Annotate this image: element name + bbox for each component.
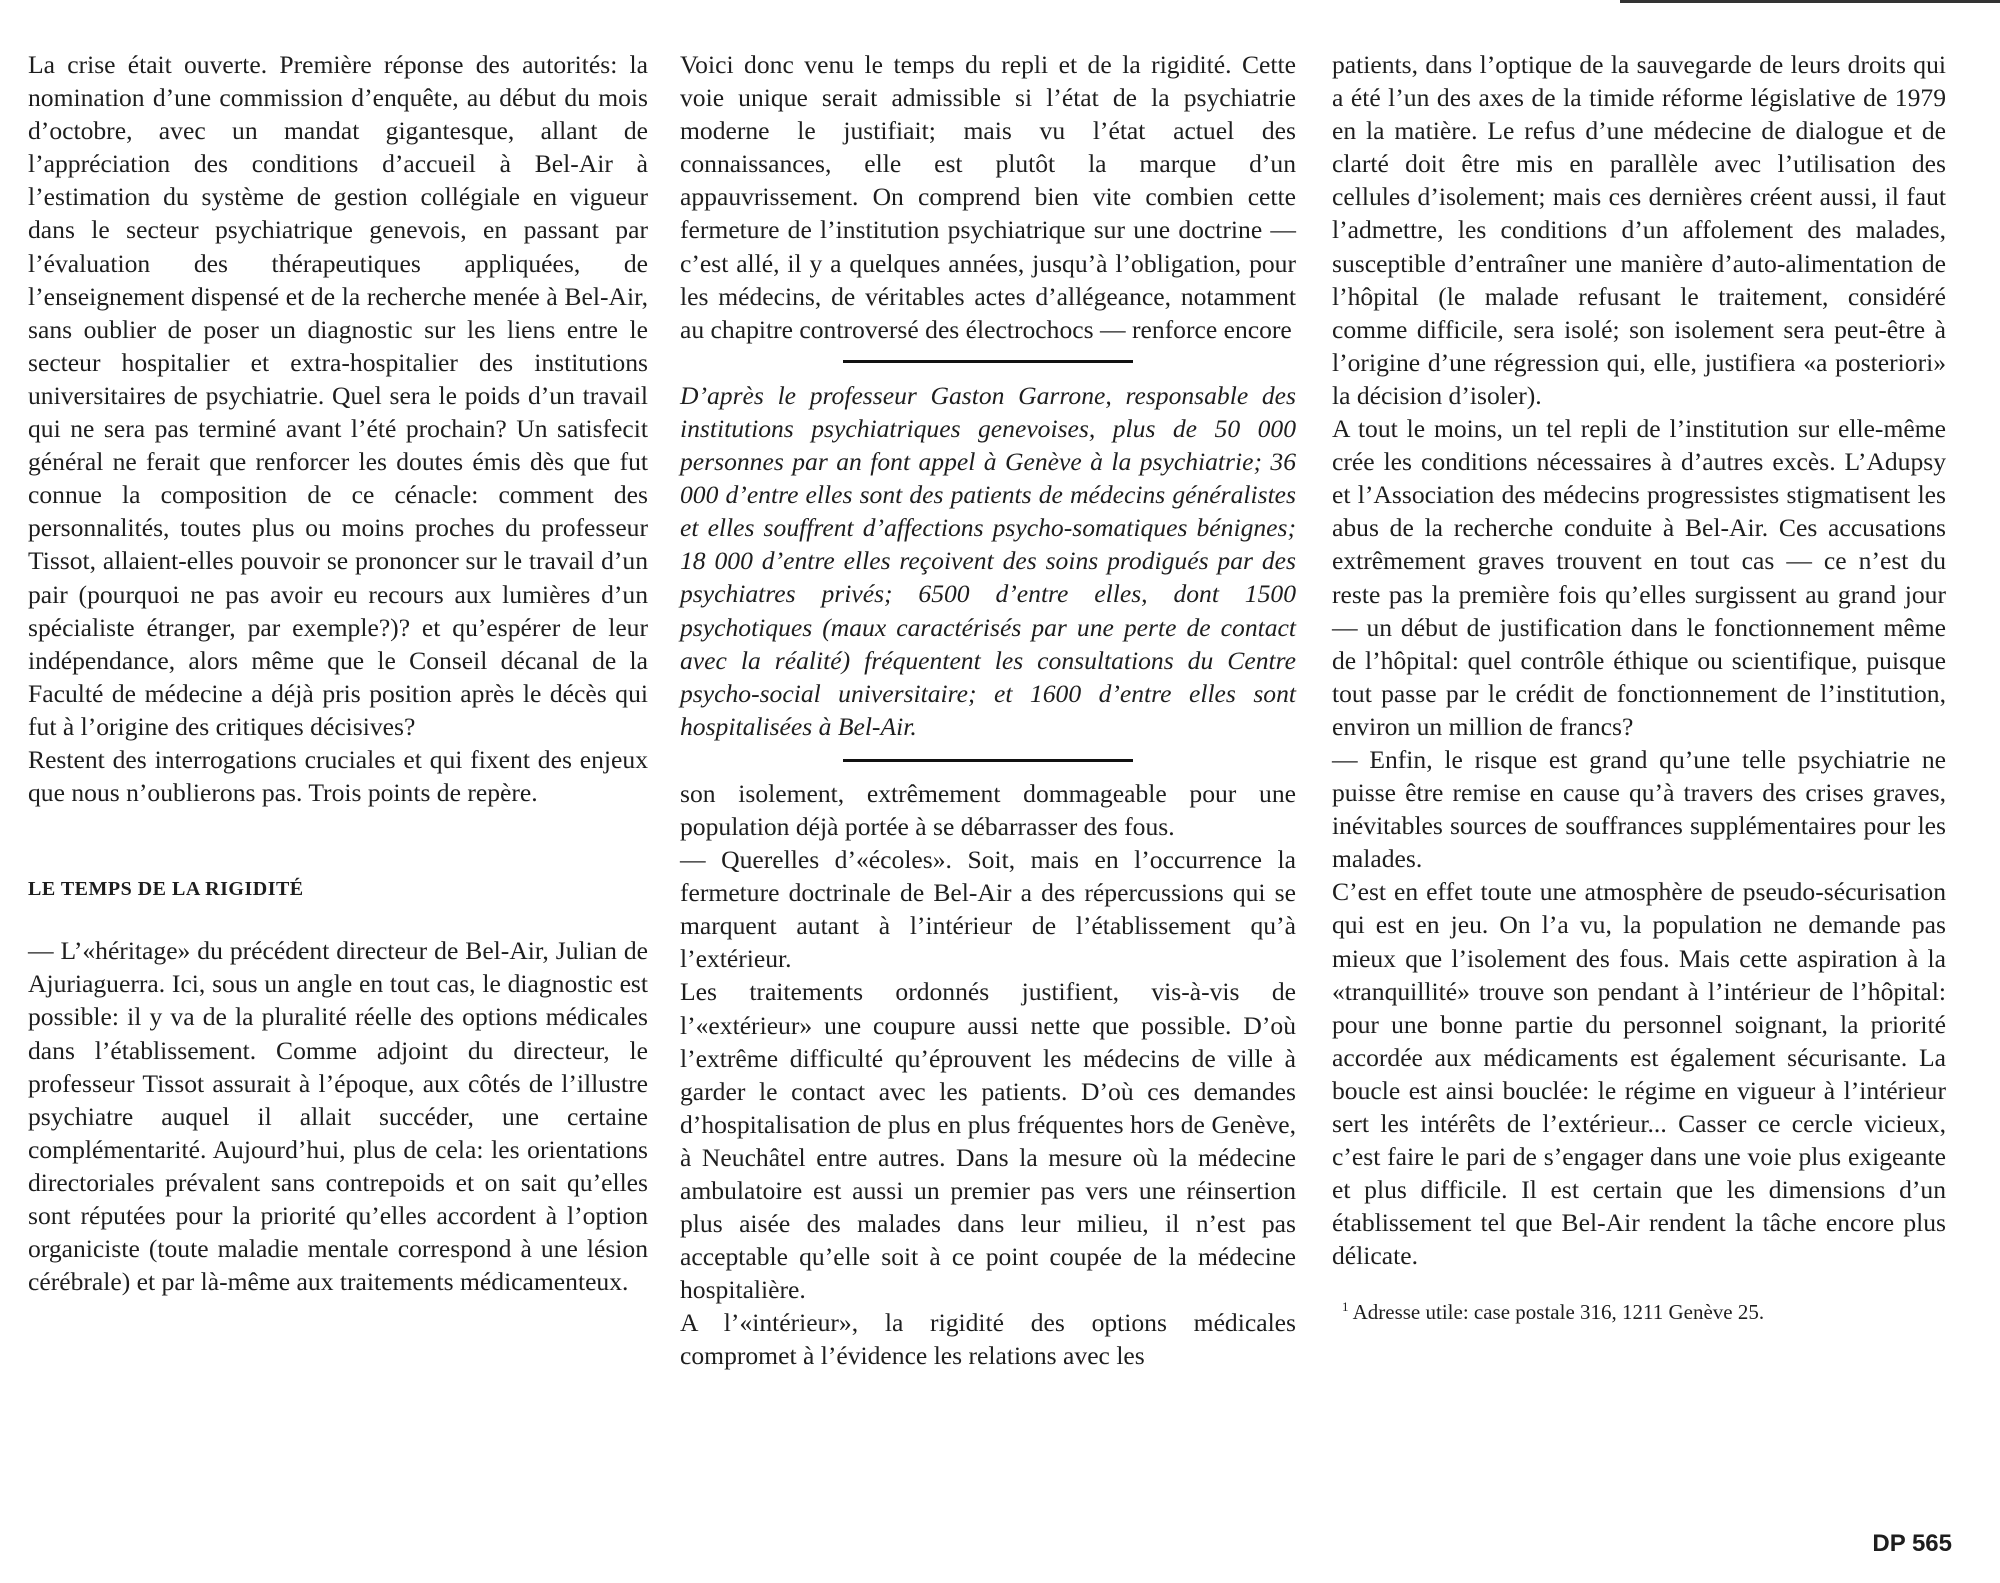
col3-paragraph-4: C’est en effet toute une atmosphère de pseudo-sécurisation qui est en jeu. On l’a vu, la population ne demande pas mieux que l’isolement des fous. Mais cette aspiration à la «tranquillité» trouve son pendant à l’intérieur de l’hôpital: pour une bonne partie du personnel soignant, la priorité accordée aux médicaments est également sécurisante. La boucle est ainsi bouclée: le régime en vigueur à l’intérieur sert les intérêts de l’extérieur... Casser ce cercle vicieux, c’est faire le pari de s’engager dans une voie plus exigeante et plus difficile. Il est certain que les dimensions d’un établissement tel que Bel-Air rendent la tâche encore plus délicate. [1332, 877, 1946, 1271]
column-2 [680, 48, 1296, 1373]
col2-paragraph-5: A l’«intérieur», la rigidité des options médicales compromet à l’évidence les relations avec les [680, 1308, 1296, 1371]
col2-paragraph-3: — Querelles d’«écoles». Soit, mais en l’occurrence la fermeture doctrinale de Bel-Air a des répercussions qui se marquent autant à l’intérieur de l’établissement qu’à l’extérieur. [680, 845, 1296, 974]
box-rule-top [843, 360, 1133, 363]
footnote [1332, 1290, 1946, 1329]
col2-paragraph-1: Voici donc venu le temps du repli et de la rigidité. Cette voie unique serait admissible si l’état de la psychiatrie moderne le justifiait; mais vu l’état actuel des connaissances, elle est plutôt la marque d’un appauvrissement. On comprend bien vite combien cette fermeture de l’institution psychiatrique sur une doctrine — c’est allé, il y a quelques années, jusqu’à l’obligation, pour les médecins, de véritables actes d’allégeance, notamment au chapitre controversé des électrochocs — renforce encore [680, 50, 1296, 344]
column-1 [28, 48, 648, 1298]
col3-paragraph-1: patients, dans l’optique de la sauvegarde de leurs droits qui a été l’un des axes de la timide réforme législative de 1979 en la matière. Le refus d’une médecine de dialogue et de clarté doit être mis en parallèle avec l’utilisation des cellules d’isolement; mais ces dernières créent aussi, il faut l’admettre, les conditions d’un affolement des malades, susceptible d’entraîner une manière d’auto-alimentation de l’hôpital (le malade refusant le traitement, considéré comme difficile, sera isolé; son isolement sera peut-être à l’origine d’une régression qui, elle, justifiera «a posteriori» la décision d’isoler). [1332, 50, 1946, 410]
col3-paragraph-3: — Enfin, le risque est grand qu’une telle psychiatrie ne puisse être remise en cause qu’à travers des crises graves, inévitables sources de souffrances supplémentaires pour les malades. [1332, 744, 1946, 874]
col1-paragraph-3: — L’«héritage» du précédent directeur de Bel-Air, Julian de Ajuriaguerra. Ici, sous un angle en tout cas, le diagnostic est possible: il y va de la pluralité réelle des options médicales dans l’établissement. Comme adjoint du directeur, le professeur Tissot assurait à l’époque, aux côtés de l’illustre psychiatre auquel il allait succéder, une certaine complémentarité. Aujourd’hui, plus de cela: les orientations directoriales prévalent sans contrepoids et on sait qu’elles sont réputées pour la priorité qu’elles accordent à l’option organiciste (toute maladie mentale correspond à une lésion cérébrale) et par là-même aux traitements médicamenteux. [28, 936, 648, 1297]
footnote-text: Adresse utile: case postale 316, 1211 Genève 25. [1352, 1300, 1765, 1325]
section-heading: LE TEMPS DE LA RIGIDITÉ [28, 878, 304, 901]
col3-paragraph-2: A tout le moins, un tel repli de l’institution sur elle-même crée les conditions nécessaires à d’autres excès. L’Adupsy et l’Association des médecins progressistes stigmatisent les abus de la recherche conduite à Bel-Air. Ces accusations extrêmement graves trouvent en tout cas — ce n’est du reste pas la première fois qu’elles surgissent au grand jour — un début de justification dans le fonctionnement même de l’hôpital: quel contrôle éthique ou scientifique, puisque tout passe par le crédit de fonctionnement de l’institution, environ un million de francs? [1332, 414, 1946, 741]
top-rule [1620, 0, 2000, 3]
col1-paragraph-2: Restent des interrogations cruciales et qui fixent des enjeux que nous n’oublierons pas. Trois points de repère. [28, 744, 648, 808]
col1-paragraph-1: La crise était ouverte. Première réponse des autorités: la nomination d’une commission d’enquête, au début du mois d’octobre, avec un mandat gigantesque, allant de l’appréciation des conditions d’accueil à Bel-Air à l’estimation du système de gestion collégiale en vigueur dans le secteur psychiatrique genevois, en passant par l’évaluation des thérapeutiques appliquées, de l’enseignement dispensé et de la recherche menée à Bel-Air, sans oublier de poser un diagnostic sur les liens entre le secteur hospitalier et extra-hospitalier des institutions universitaires de psychiatrie. Quel sera le poids d’un travail qui ne sera pas terminé avant l’été prochain? Un satisfecit général ne ferait que renforcer les doutes émis dès que fut connue la composition de ce cénacle: comment des personnalités, toutes plus ou moins proches du professeur Tissot, allaient-elles pouvoir se prononcer sur le travail d’un pair (pourquoi ne pas avoir eu recours aux lumières d’un spécialiste étranger, par exemple?)? et qu’espérer de leur indépendance, alors même que le Conseil décanal de la Faculté de médecine a déjà pris position après le décès qui fut à l’origine des critiques décisives? [28, 50, 648, 741]
page-number: DP 565 [1872, 1530, 1952, 1557]
box-rule-bottom [843, 759, 1133, 762]
column-3 [1332, 48, 1946, 1330]
statistics-box: D’après le professeur Gaston Garrone, responsable des institutions psychiatriques genevoises, plus de 50 000 personnes par an font appel à Genève à la psychiatrie; 36 000 d’entre elles sont des patients de médecins généralistes et elles souffrent d’affections psycho-somatiques bénignes; 18 000 d’entre elles reçoivent des soins prodigués par des psychiatres privés; 6500 d’entre elles, dont 1500 psychotiques (maux caractérisés par une perte de contact avec la réalité) fréquentent les consultations du Centre psycho-social universitaire; et 1600 d’entre elles sont hospitalisées à Bel-Air. [680, 380, 1296, 741]
footnote-mark: 1 [1342, 1299, 1349, 1315]
col2-paragraph-2: son isolement, extrêmement dommageable pour une population déjà portée à se débarrasser des fous. [680, 778, 1296, 841]
col2-paragraph-4: Les traitements ordonnés justifient, vis-à-vis de l’«extérieur» une coupure aussi nette que possible. D’où l’extrême difficulté qu’éprouvent les médecins de ville à garder le contact avec les patients. D’où ces demandes d’hospitalisation de plus en plus fréquentes hors de Genève, à Neuchâtel entre autres. Dans la mesure où la médecine ambulatoire est aussi un premier pas vers une réinsertion plus aisée des malades dans leur milieu, il n’est pas acceptable qu’elle soit à ce point coupée de la médecine hospitalière. [680, 977, 1296, 1305]
